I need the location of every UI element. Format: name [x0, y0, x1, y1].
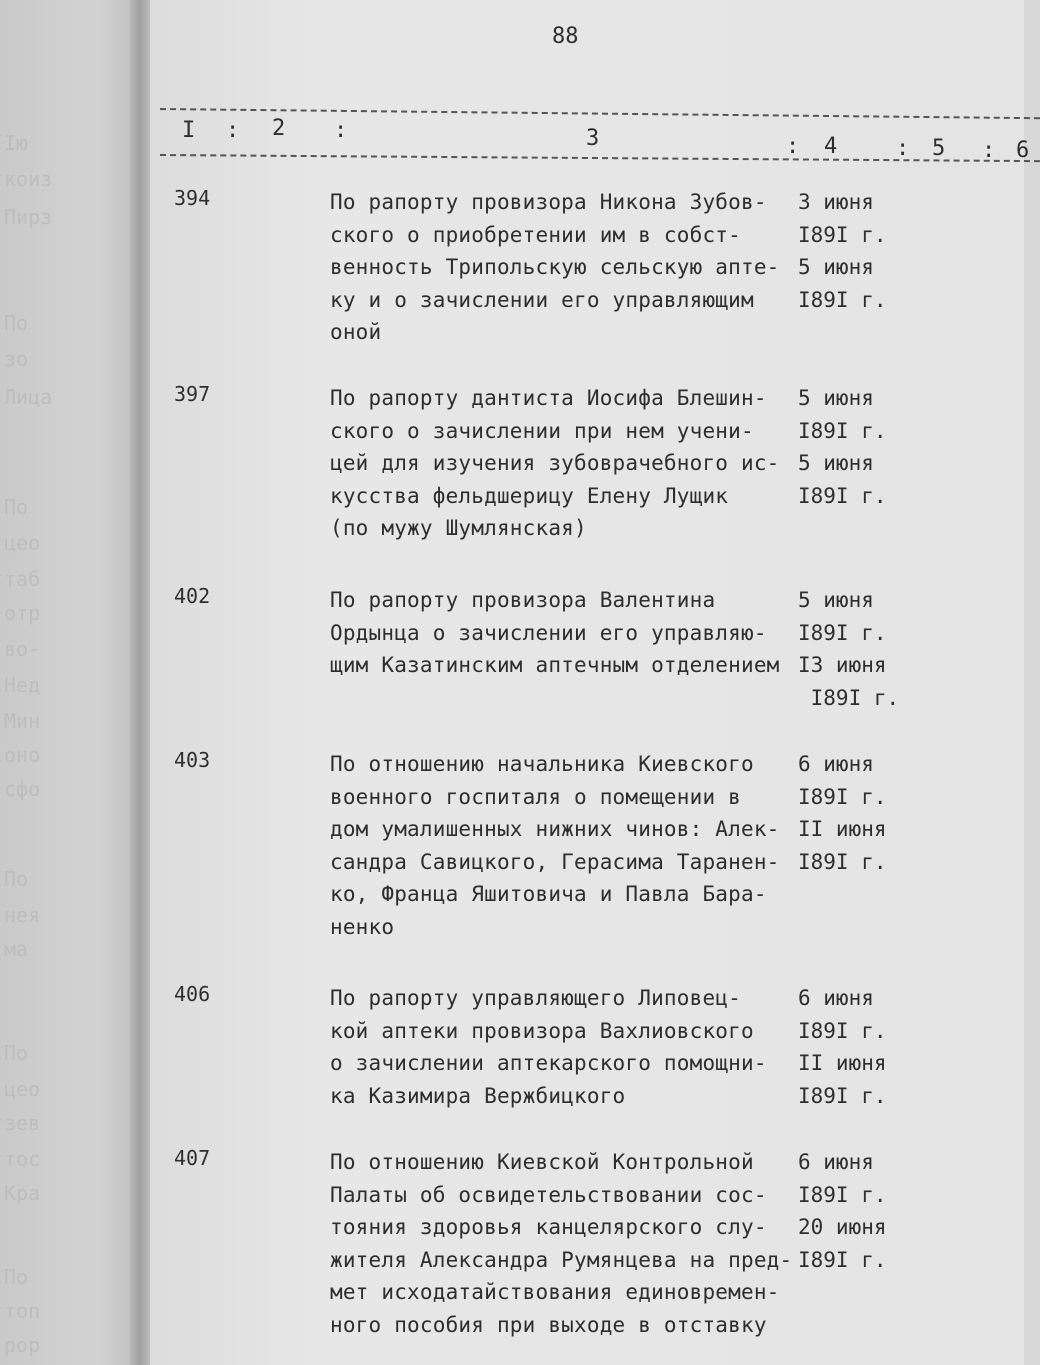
entry-description-line: (по мужу Шумлянская)	[330, 516, 587, 540]
bleed-through-line: Ію	[4, 131, 29, 155]
bleed-through-line: сфо	[4, 777, 41, 801]
entry-date-line: 5 июня	[798, 386, 874, 410]
page-number: 88	[552, 24, 579, 49]
entry-date-line: I89I г.	[798, 287, 887, 312]
column-number-6: 6	[1016, 138, 1030, 163]
entry-date-line: I89I г.	[798, 1182, 887, 1207]
entry-description	[330, 584, 800, 682]
entry-dates	[798, 1146, 918, 1276]
entry-number: 406	[174, 982, 211, 1006]
entry-date-line: 20 июня	[798, 1215, 887, 1239]
entry-dates	[798, 382, 918, 512]
entry-description-line: ского о приобретении им в собст-	[330, 222, 741, 247]
entry-date-line: 5 июня	[798, 588, 874, 612]
entry-description-line: о зачислении аптекарского помощни-	[330, 1051, 767, 1075]
entry-date-line: I89I г.	[798, 1018, 887, 1043]
entry-description	[330, 382, 800, 545]
document-page	[150, 0, 1030, 1365]
entry-dates	[798, 584, 918, 714]
entry-date-line: 5 июня	[798, 451, 874, 475]
bleed-through-line: По	[4, 1265, 29, 1289]
entry-date-line: I89I г.	[798, 620, 887, 645]
entry-date-line: I89I г.	[798, 685, 900, 710]
bleed-through-line: оно	[4, 743, 41, 767]
entry-description-line: По рапорту провизора Валентина	[330, 588, 716, 612]
entry-description-line: ку и о зачислении его управляющим	[330, 287, 754, 312]
column-number-1: I	[182, 118, 196, 143]
book-spine	[130, 0, 152, 1365]
entry-description-line: сандра Савицкого, Герасима Таранен-	[330, 849, 780, 874]
entry-description-line: щим Казатинским аптечным отделением	[330, 653, 780, 677]
column-number-5: 5	[932, 136, 946, 161]
entry-description-line: жителя Александра Румянцева на пред-	[330, 1247, 793, 1272]
entry-description-line: оной	[330, 320, 382, 344]
bleed-through-line: зев	[4, 1111, 41, 1135]
bleed-through-line: Кра	[4, 1181, 41, 1205]
entry-description-line: кой аптеки провизора Вахлиовского	[330, 1018, 754, 1043]
entry-date-line: I89I г.	[798, 222, 887, 247]
entry-description-line: военного госпиталя о помещении в	[330, 784, 741, 809]
entry-description	[330, 1146, 800, 1341]
entry-date-line: I3 июня	[798, 653, 887, 677]
bleed-through-line: во-	[4, 637, 41, 661]
entry-description-line: ного пособия при выходе в отставку	[330, 1312, 767, 1337]
entry-date-line: 3 июня	[798, 190, 874, 214]
entry-dates	[798, 982, 918, 1112]
entry-date-line: 5 июня	[798, 255, 874, 279]
entry-date-line: II июня	[798, 817, 887, 841]
entry-description-line: тояния здоровья канцелярского слу-	[330, 1215, 767, 1239]
bleed-through-line: цео	[4, 1077, 41, 1101]
bleed-through-line: Лица	[4, 385, 53, 409]
bleed-through-line: зо	[4, 347, 29, 371]
bleed-through-line: цео	[4, 531, 41, 555]
header-rule-top	[160, 108, 1040, 119]
entry-description-line: ненко	[330, 914, 395, 939]
entry-date-line: I89I г.	[798, 418, 887, 443]
column-number-3: 3	[586, 126, 600, 151]
entry-description-line: цей для изучения зубоврачебного ис-	[330, 451, 780, 475]
bleed-through-line: Нед	[4, 673, 41, 697]
entry-date-line: I89I г.	[798, 784, 887, 809]
column-separator: :	[334, 118, 348, 143]
entry-date-line: 6 июня	[798, 752, 874, 776]
entry-number: 402	[174, 584, 211, 608]
entry-description-line: ского о зачислении при нем учени-	[330, 418, 754, 443]
column-separator: :	[226, 118, 240, 143]
entry-description-line: По рапорту дантиста Иосифа Блешин-	[330, 386, 767, 410]
entry-number: 397	[174, 382, 211, 406]
entry-description-line: мет исходатайствования единовремен-	[330, 1280, 780, 1304]
entry-number: 403	[174, 748, 211, 772]
bleed-through-line: рор	[4, 1333, 41, 1357]
entry-description-line: ко, Франца Яшитовича и Павла Бара-	[330, 882, 767, 906]
entry-number: 407	[174, 1146, 211, 1170]
entry-description-line: По рапорту управляющего Липовец-	[330, 986, 741, 1010]
entry-dates	[798, 186, 918, 316]
column-number-2: 2	[272, 116, 286, 141]
entry-date-line: I89I г.	[798, 849, 887, 874]
entry-description-line: Ордынца о зачислении его управляю-	[330, 620, 767, 645]
bleed-through-line: Пирз	[4, 205, 53, 229]
bleed-through-line: нея	[4, 903, 41, 927]
entry-number: 394	[174, 186, 211, 210]
bleed-through-line: ма	[4, 937, 29, 961]
entry-description-line: По отношению начальника Киевского	[330, 752, 754, 776]
entry-description	[330, 748, 800, 943]
entry-description-line: дом умалишенных нижних чинов: Алек-	[330, 817, 780, 841]
bleed-through-line: таб	[4, 567, 41, 591]
entry-date-line: 6 июня	[798, 986, 874, 1010]
column-number-4: 4	[824, 134, 838, 159]
entry-date-line: I89I г.	[798, 483, 887, 508]
entry-date-line: I89I г.	[798, 1247, 887, 1272]
bleed-through-line: отр	[4, 601, 41, 625]
bleed-through-line: По	[4, 495, 29, 519]
entry-description-line: венность Трипольскую сельскую апте-	[330, 255, 780, 279]
bleed-through-line: топ	[4, 1299, 41, 1323]
column-separator: :	[896, 136, 910, 161]
entry-description	[330, 186, 800, 349]
entry-description-line: Палаты об освидетельствовании сос-	[330, 1182, 767, 1207]
entry-description-line: По рапорту провизора Никона Зубов-	[330, 190, 767, 214]
bleed-through-line: По	[4, 867, 29, 891]
entry-date-line: II июня	[798, 1051, 887, 1075]
entry-description-line: По отношению Киевской Контрольной	[330, 1150, 754, 1174]
entry-date-line: 6 июня	[798, 1150, 874, 1174]
bleed-through-line: По	[4, 311, 29, 335]
entry-description-line: кусства фельдшерицу Елену Лущик	[330, 483, 729, 508]
entry-description-line: ка Казимира Вержбицкого	[330, 1083, 626, 1108]
column-separator: :	[982, 138, 996, 163]
entry-dates	[798, 748, 918, 878]
bleed-through-line: коиз	[4, 167, 53, 191]
entry-description	[330, 982, 800, 1112]
bleed-through-line: По	[4, 1041, 29, 1065]
bleed-through-line: Мин	[4, 709, 41, 733]
entry-date-line: I89I г.	[798, 1083, 887, 1108]
bleed-through-line: тос	[4, 1147, 41, 1171]
column-separator: :	[786, 134, 800, 159]
